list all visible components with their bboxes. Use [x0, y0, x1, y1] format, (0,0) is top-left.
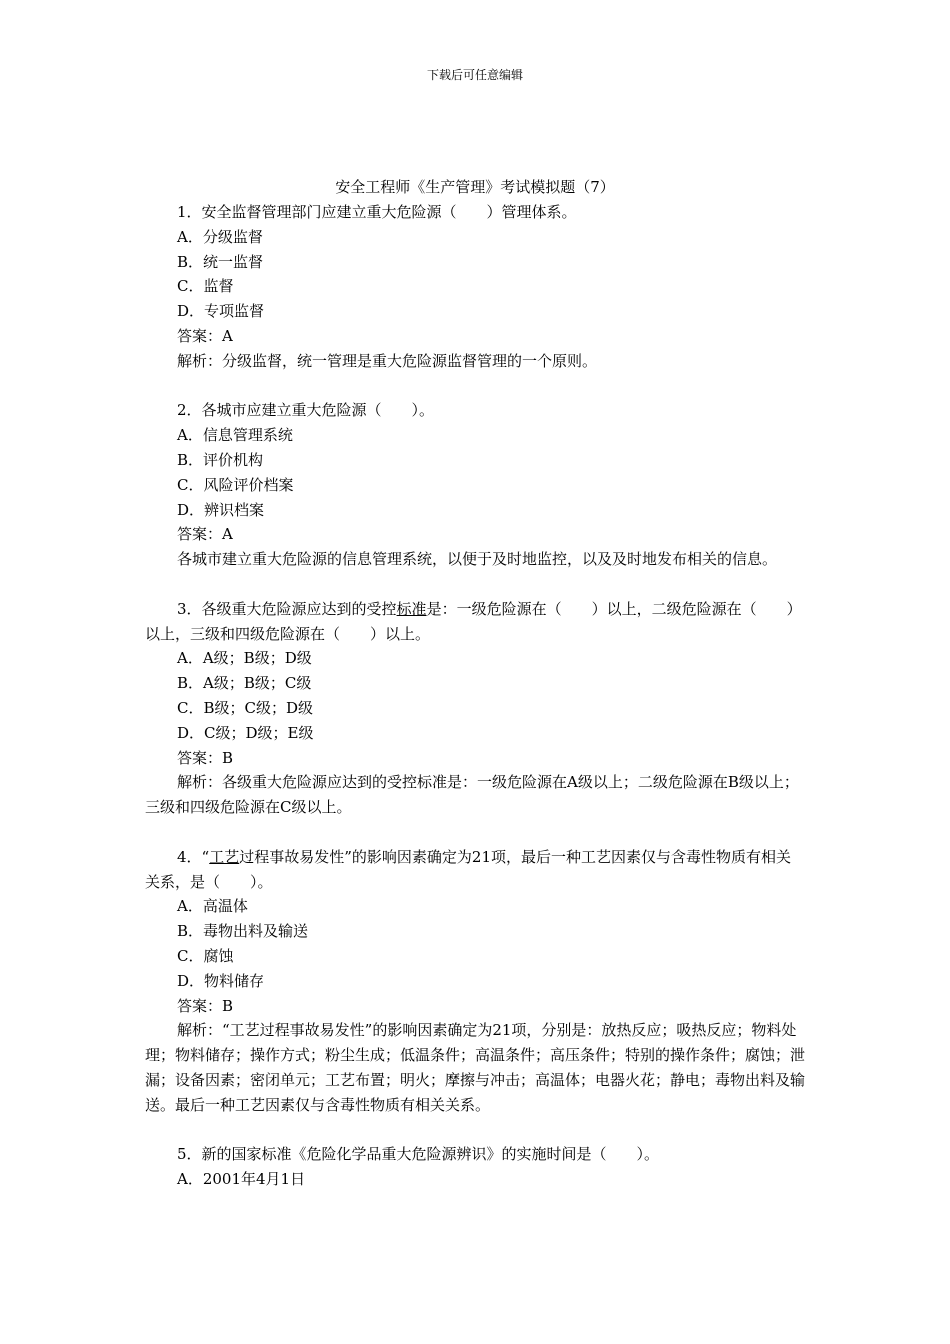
question-stem: 1．安全监督管理部门应建立重大危险源（ ）管理体系。 [177, 203, 577, 221]
option-b: B．A级；B级；C级 [177, 674, 312, 693]
option-a: A．2001年4月1日 [177, 1170, 306, 1189]
question-stem [145, 597, 805, 647]
header-note: 下载后可任意编辑 [426, 68, 523, 82]
option-c: C．监督 [177, 277, 234, 296]
option-d: D．C级；D级；E级 [177, 723, 314, 742]
option-d: D．辨识档案 [177, 500, 265, 519]
underlined-term: 工艺 [209, 847, 240, 866]
paragraph-gap [145, 374, 805, 399]
paragraph-gap [145, 572, 805, 597]
option-d: D．专项监督 [177, 302, 265, 321]
stem-post: 过程事故易发性”的影响因素确定为21项，最后一种工艺因素仅与含毒性物质有相关关系，是（ ）。 [145, 847, 791, 891]
option-c: C．B级；C级；D级 [177, 698, 314, 717]
question-stem [145, 845, 805, 895]
paragraph-gap [145, 820, 805, 845]
option-a: A．分级监督 [177, 227, 263, 246]
option-a: A．高温体 [177, 897, 248, 916]
option-b: B．毒物出料及输送 [177, 922, 309, 941]
stem-post: 是：一级危险源在（ ）以上，二级危险源在（ ）以上，三级和四级危险源在（ ）以上。 [145, 599, 802, 643]
answer: 答案：B [177, 748, 234, 767]
analysis: 各城市建立重大危险源的信息管理系统，以便于及时地监控，以及及时地发布相关的信息。 [177, 550, 778, 569]
option-d: D．物料储存 [177, 971, 265, 990]
stem-pre: 4．“ [177, 847, 210, 866]
question-stem: 2．各城市应建立重大危险源（ ）。 [177, 401, 435, 420]
stem-pre: 3．各级重大危险源应达到的受控 [177, 599, 397, 618]
option-a: A．A级；B级；D级 [177, 649, 312, 668]
option-c: C．腐蚀 [177, 946, 234, 965]
analysis: 解析：“工艺过程事故易发性”的影响因素确定为21项，分别是：放热反应；吸热反应；物料处理；物料储存；操作方式；粉尘生成；低温条件；高温条件；高压条件；特别的操作条件；腐蚀；泄漏；设备因素；密闭单元；工艺布置；明火；摩擦与冲击；高温体；电器火花；静电；毒物出料及输送。最后一种工艺因素仅与含毒性物质有相关关系。 [145, 1021, 806, 1114]
option-b: B．统一监督 [177, 252, 264, 271]
option-c: C．风险评价档案 [177, 475, 294, 494]
answer: 答案：B [177, 996, 234, 1015]
paragraph-gap [145, 1117, 805, 1142]
analysis: 解析：各级重大危险源应达到的受控标准是：一级危险源在A级以上；二级危险源在B级以上；三级和四级危险源在C级以上。 [145, 773, 799, 817]
analysis: 解析：分级监督，统一管理是重大危险源监督管理的一个原则。 [177, 351, 598, 370]
answer: 答案：A [177, 326, 233, 345]
answer: 答案：A [177, 525, 233, 544]
underlined-term: 标准 [396, 599, 427, 618]
option-a: A．信息管理系统 [177, 426, 293, 445]
document-title: 安全工程师《生产管理》考试模拟题（7） [335, 178, 615, 196]
question-stem: 5．新的国家标准《危险化学品重大危险源辨识》的实施时间是（ ）。 [177, 1145, 660, 1164]
document-body [145, 200, 805, 1192]
option-b: B．评价机构 [177, 450, 264, 469]
